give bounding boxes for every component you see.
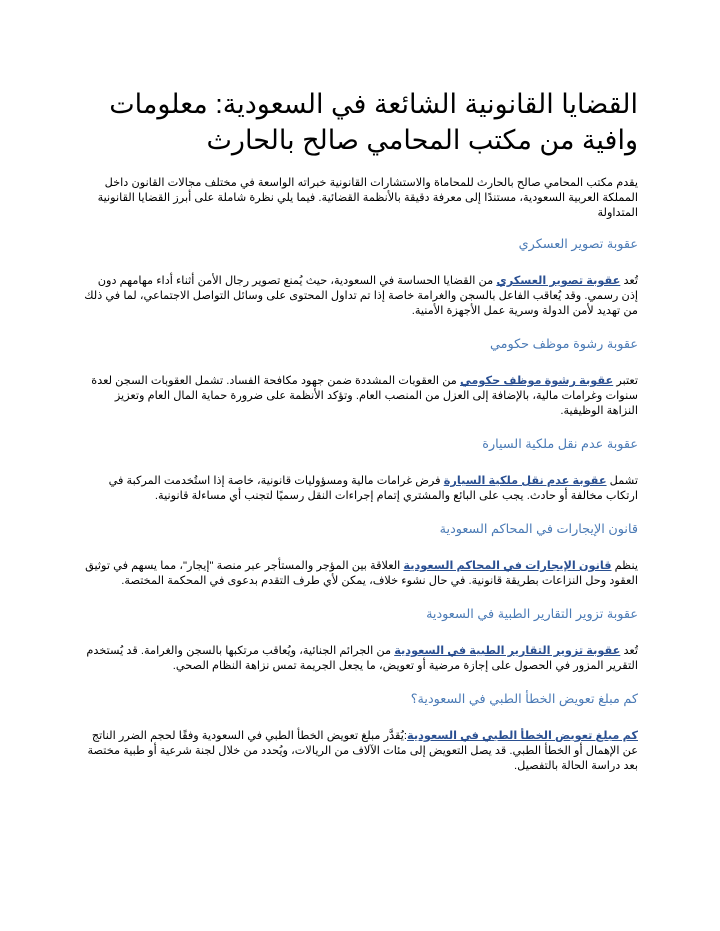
section-heading: عقوبة رشوة موظف حكومي: [489, 336, 638, 351]
section-paragraph: [82, 559, 638, 589]
section-military-photography: [82, 235, 638, 319]
section-bribery: [82, 335, 638, 419]
article-link[interactable]: عقوبة رشوة موظف حكومي: [460, 375, 614, 387]
section-rental-law: [82, 520, 638, 589]
paragraph-lead: ينظم: [611, 560, 638, 572]
intro-paragraph: يقدم مكتب المحامي صالح بالحارث للمحاماة والاستشارات القانونية خبراته الواسعة في مختلف مجالات القانون داخل المملكة العربية السعودية، مستندًا إلى معرفة دقيقة بالأنظمة القضائية. فيما يلي نظرة شاملة على أبرز القضايا القانونية المتداولة: [97, 177, 638, 219]
paragraph-lead: تعتبر: [613, 375, 638, 387]
article-link[interactable]: عقوبة عدم نقل ملكية السيارة: [443, 475, 607, 487]
article-link[interactable]: عقوبة تصوير العسكري: [496, 275, 621, 287]
section-car-ownership: [82, 435, 638, 504]
section-paragraph: [82, 644, 638, 674]
section-paragraph: [82, 729, 638, 774]
paragraph-text: :يُقدَّر مبلغ تعويض الخطأ الطبي في السعودية وفقًا لحجم الضرر الناتج عن الإهمال أو الخطأ الطبي. قد يصل التعويض إلى مئات الآلاف من الريالات، ويُحدد من خلال لجنة شرعية أو طبية مختصة بعد دراسة الحالة بالتفصيل.: [87, 730, 638, 772]
section-medical-error-compensation: [82, 690, 638, 774]
section-paragraph: [82, 274, 638, 319]
document-page: [82, 86, 638, 790]
section-heading: كم مبلغ تعويض الخطأ الطبي في السعودية؟: [410, 691, 638, 706]
section-paragraph: [82, 374, 638, 419]
section-paragraph: [82, 474, 638, 504]
article-link[interactable]: عقوبة تزوير التقارير الطبية في السعودية: [394, 645, 621, 657]
paragraph-text: العلاقة بين المؤجر والمستأجر عبر منصة "إيجار"، مما يسهم في توثيق العقود وحل النزاعات بطريقة قانونية. في حال نشوء خلاف، يمكن لأي طرف التقدم بدعوى في المحكمة المختصة.: [85, 560, 638, 587]
section-heading: عقوبة عدم نقل ملكية السيارة: [482, 436, 638, 451]
paragraph-lead: تُعد: [620, 275, 638, 287]
paragraph-text: من الجرائم الجنائية، ويُعاقب مرتكبها بالسجن والغرامة. قد يُستخدم التقرير المزور في الحصول على إجازة مرضية أو تعويض، ما يجعل الجريمة تمس نزاهة النظام الصحي.: [86, 645, 638, 672]
page-title: القضايا القانونية الشائعة في السعودية: معلومات وافية من مكتب المحامي صالح بالحارث: [109, 89, 638, 155]
paragraph-lead: تشمل: [606, 475, 638, 487]
paragraph-text: من العقوبات المشددة ضمن جهود مكافحة الفساد. تشمل العقوبات السجن لعدة سنوات وغرامات مالية، بالإضافة إلى العزل من المنصب العام. وتؤكد الأنظمة على ضرورة حماية المال العام وتعزيز النزاهة الوظيفية.: [91, 375, 638, 417]
article-link[interactable]: كم مبلغ تعويض الخطأ الطبي في السعودية: [407, 730, 638, 742]
paragraph-text: فرض غرامات مالية ومسؤوليات قانونية، خاصة إذا استُخدمت المركبة في ارتكاب مخالفة أو حادث. يجب على البائع والمشتري إتمام إجراءات النقل رسميًا لتجنب أي مساءلة قانونية.: [108, 475, 638, 502]
section-heading: قانون الإيجارات في المحاكم السعودية: [439, 521, 638, 536]
article-link[interactable]: قانون الإيجارات في المحاكم السعودية: [403, 560, 612, 572]
section-heading: عقوبة تصوير العسكري: [518, 236, 638, 251]
section-medical-forgery: [82, 605, 638, 674]
paragraph-text: من القضايا الحساسة في السعودية، حيث يُمنع تصوير رجال الأمن أثناء أداء مهامهم دون إذن رسمي. وقد يُعاقب الفاعل بالسجن والغرامة خاصة إذا تم تداول المحتوى على وسائل التواصل الاجتماعي، لما في ذلك من تهديد لأمن الدولة وسرية عمل الأجهزة الأمنية.: [84, 275, 638, 317]
section-heading: عقوبة تزوير التقارير الطبية في السعودية: [426, 606, 638, 621]
paragraph-lead: تُعد: [620, 645, 638, 657]
